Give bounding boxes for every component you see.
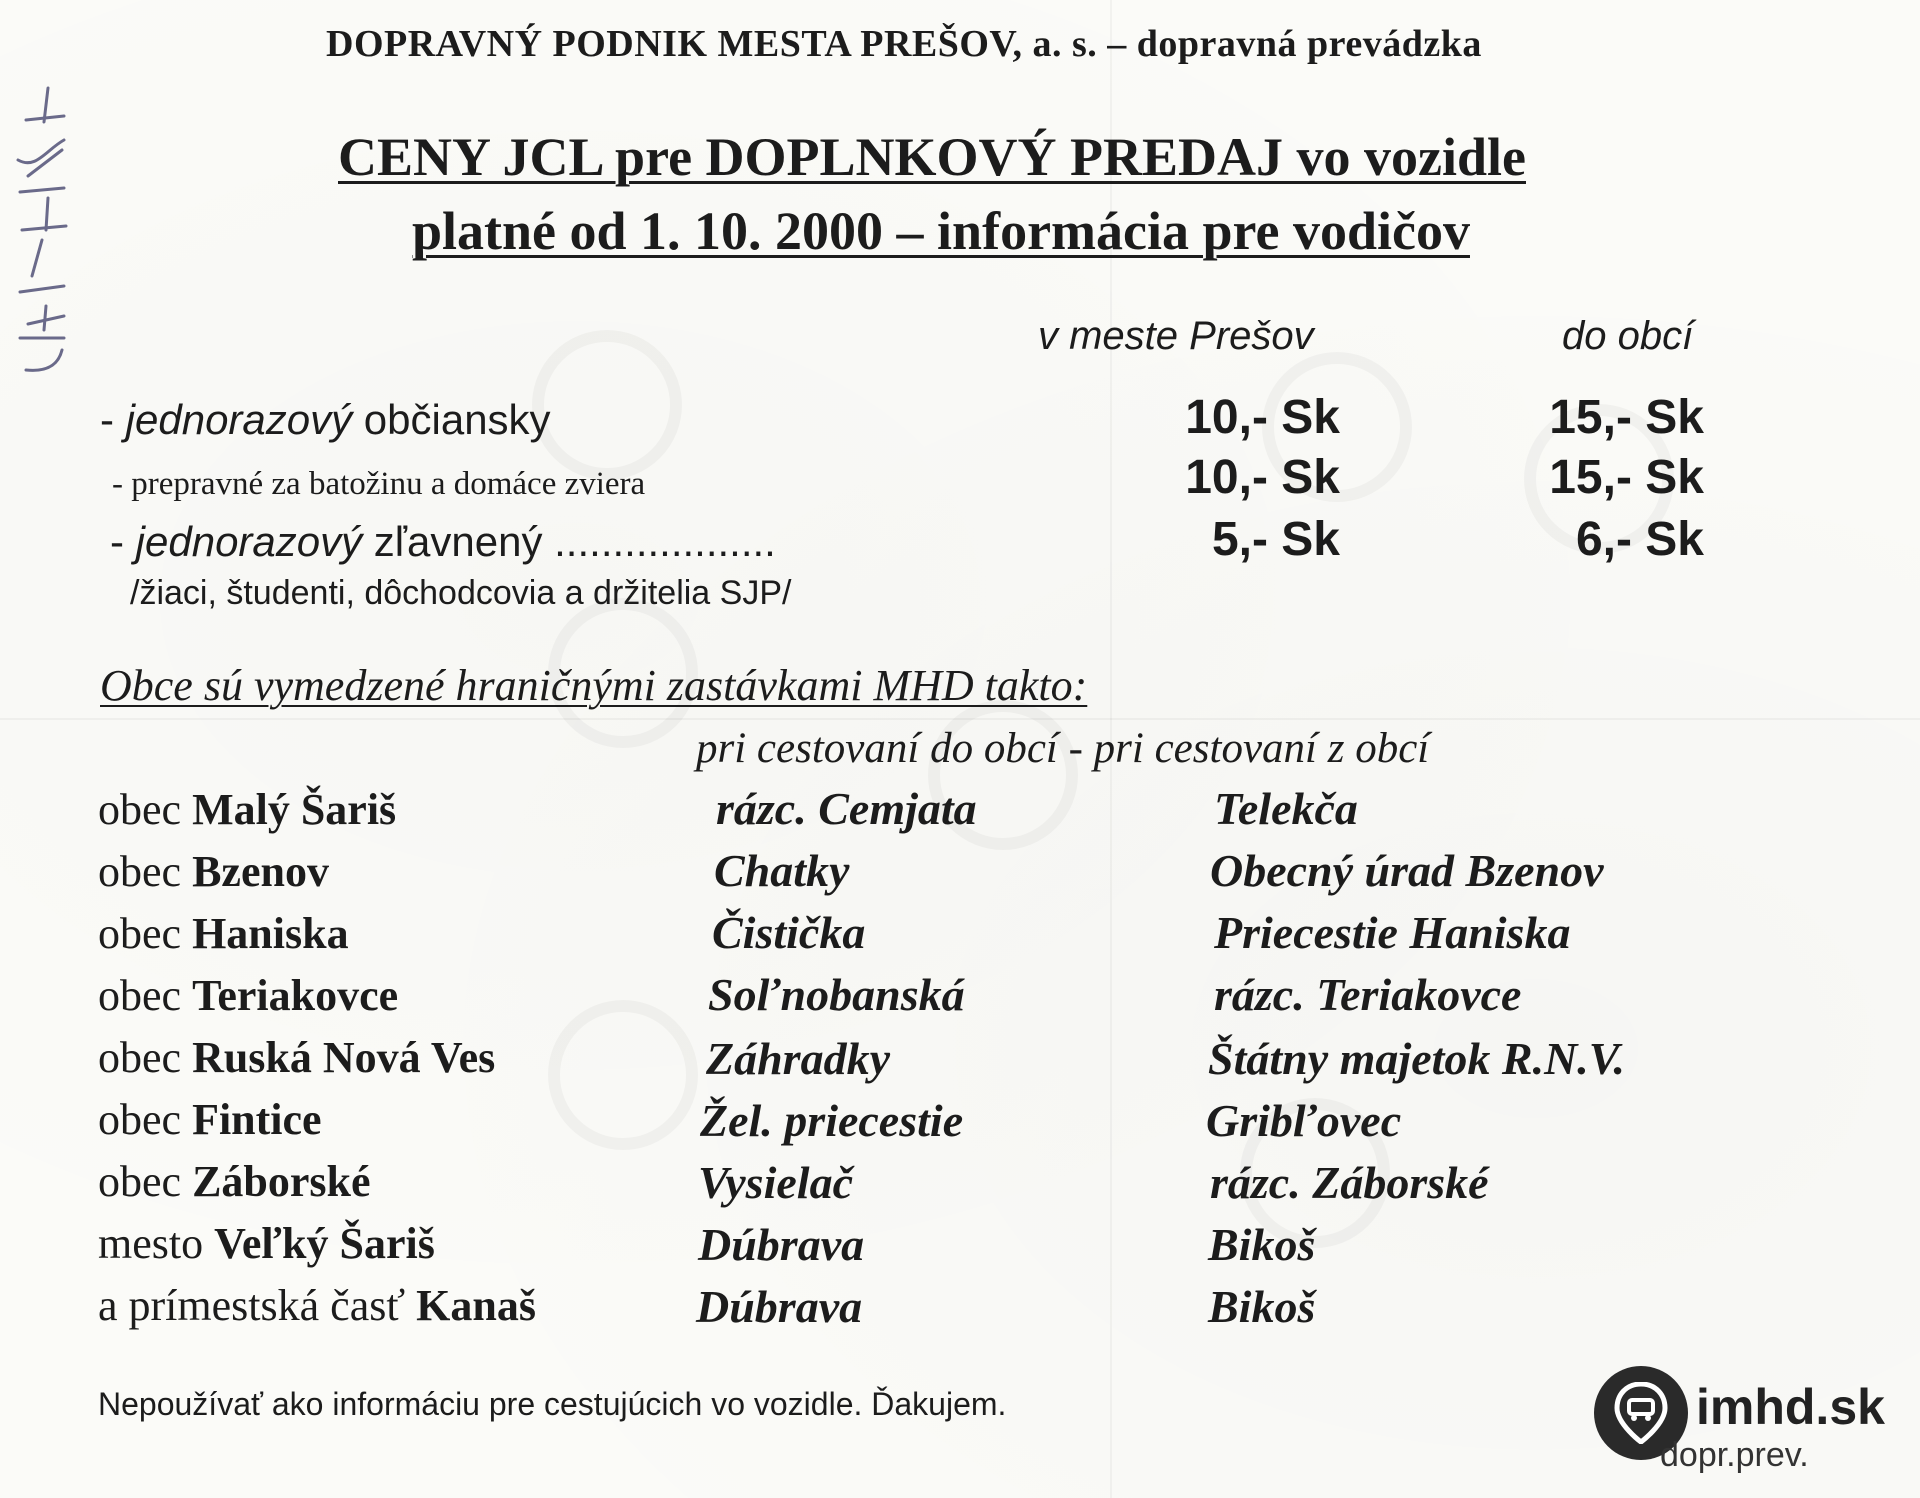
table-row-label: obec Bzenov [98, 847, 329, 896]
table-row-from: rázc. Teriakovce [1214, 969, 1522, 1020]
price-city: 5,- Sk [1211, 513, 1340, 566]
table-row-to: Žel. priecestie [700, 1095, 964, 1146]
fare-label-luggage: - prepravné za batožinu a domáce zviera [112, 466, 646, 502]
fare-label-discount: - jednorazový zľavnený ................... [110, 518, 776, 565]
table-row-from: rázc. Záborské [1210, 1157, 1489, 1208]
table-row-label: obec Záborské [98, 1157, 371, 1206]
table-row-to: rázc. Cemjata [716, 783, 977, 834]
boundaries-heading: Obce sú vymedzené hraničnými zastávkami MHD takto: [100, 661, 1088, 710]
table-row-to: Soľnobanská [708, 969, 965, 1020]
watermark-icon [548, 1000, 698, 1150]
price-village: 15,- Sk [1549, 451, 1704, 504]
boundaries-subheading: pri cestovaní do obcí - pri cestovaní z obcí [696, 725, 1430, 772]
price-village: 6,- Sk [1575, 513, 1704, 566]
table-row-to: Dúbrava [698, 1219, 865, 1270]
table-row-to: Čistička [712, 907, 866, 958]
table-row-label: obec Fintice [98, 1095, 322, 1144]
table-row-label: mesto Veľký Šariš [98, 1219, 435, 1268]
price-city: 10,- Sk [1185, 391, 1340, 444]
table-row-label: obec Haniska [98, 909, 349, 958]
table-row-label: a prímestská časť Kanaš [98, 1281, 536, 1330]
price-village: 15,- Sk [1549, 391, 1704, 444]
watermark-icon [532, 330, 682, 480]
handwritten-note [6, 80, 76, 380]
table-row-from: Priecestie Haniska [1214, 907, 1571, 958]
column-header-city: v meste Prešov [1038, 314, 1314, 358]
discount-note: /žiaci, študenti, dôchodcovia a držitelia SJP/ [130, 574, 792, 612]
table-row-label: obec Teriakovce [98, 971, 399, 1020]
footer-note: Nepoužívať ako informáciu pre cestujúcich vo vozidle. Ďakujem. [98, 1386, 1007, 1422]
organization-header: DOPRAVNÝ PODNIK MESTA PREŠOV, a. s. – dopravná prevádzka [326, 23, 1482, 65]
table-row-label: obec Malý Šariš [98, 785, 397, 834]
table-row-from: Bikoš [1208, 1219, 1316, 1270]
table-row-to: Vysielač [698, 1157, 853, 1208]
table-row-from: Telekča [1214, 783, 1358, 834]
brand-subtitle: dopr.prev. [1660, 1436, 1809, 1474]
table-row-from: Gribľovec [1206, 1095, 1402, 1146]
table-row-to: Dúbrava [696, 1281, 863, 1332]
table-row-to: Záhradky [706, 1033, 890, 1084]
table-row-to: Chatky [714, 845, 850, 896]
page-subtitle: platné od 1. 10. 2000 – informácia pre vodičov [412, 201, 1470, 261]
fare-label-single: - jednorazový občiansky [100, 396, 551, 443]
table-row-from: Štátny majetok R.N.V. [1208, 1033, 1626, 1084]
table-row-label: obec Ruská Nová Ves [98, 1033, 496, 1082]
brand-name: imhd.sk [1696, 1379, 1885, 1435]
page-title: CENY JCL pre DOPLNKOVÝ PREDAJ vo vozidle [338, 127, 1526, 187]
table-row-from: Bikoš [1208, 1281, 1316, 1332]
column-header-villages: do obcí [1562, 314, 1694, 358]
price-city: 10,- Sk [1185, 451, 1340, 504]
table-row-from: Obecný úrad Bzenov [1210, 845, 1604, 896]
